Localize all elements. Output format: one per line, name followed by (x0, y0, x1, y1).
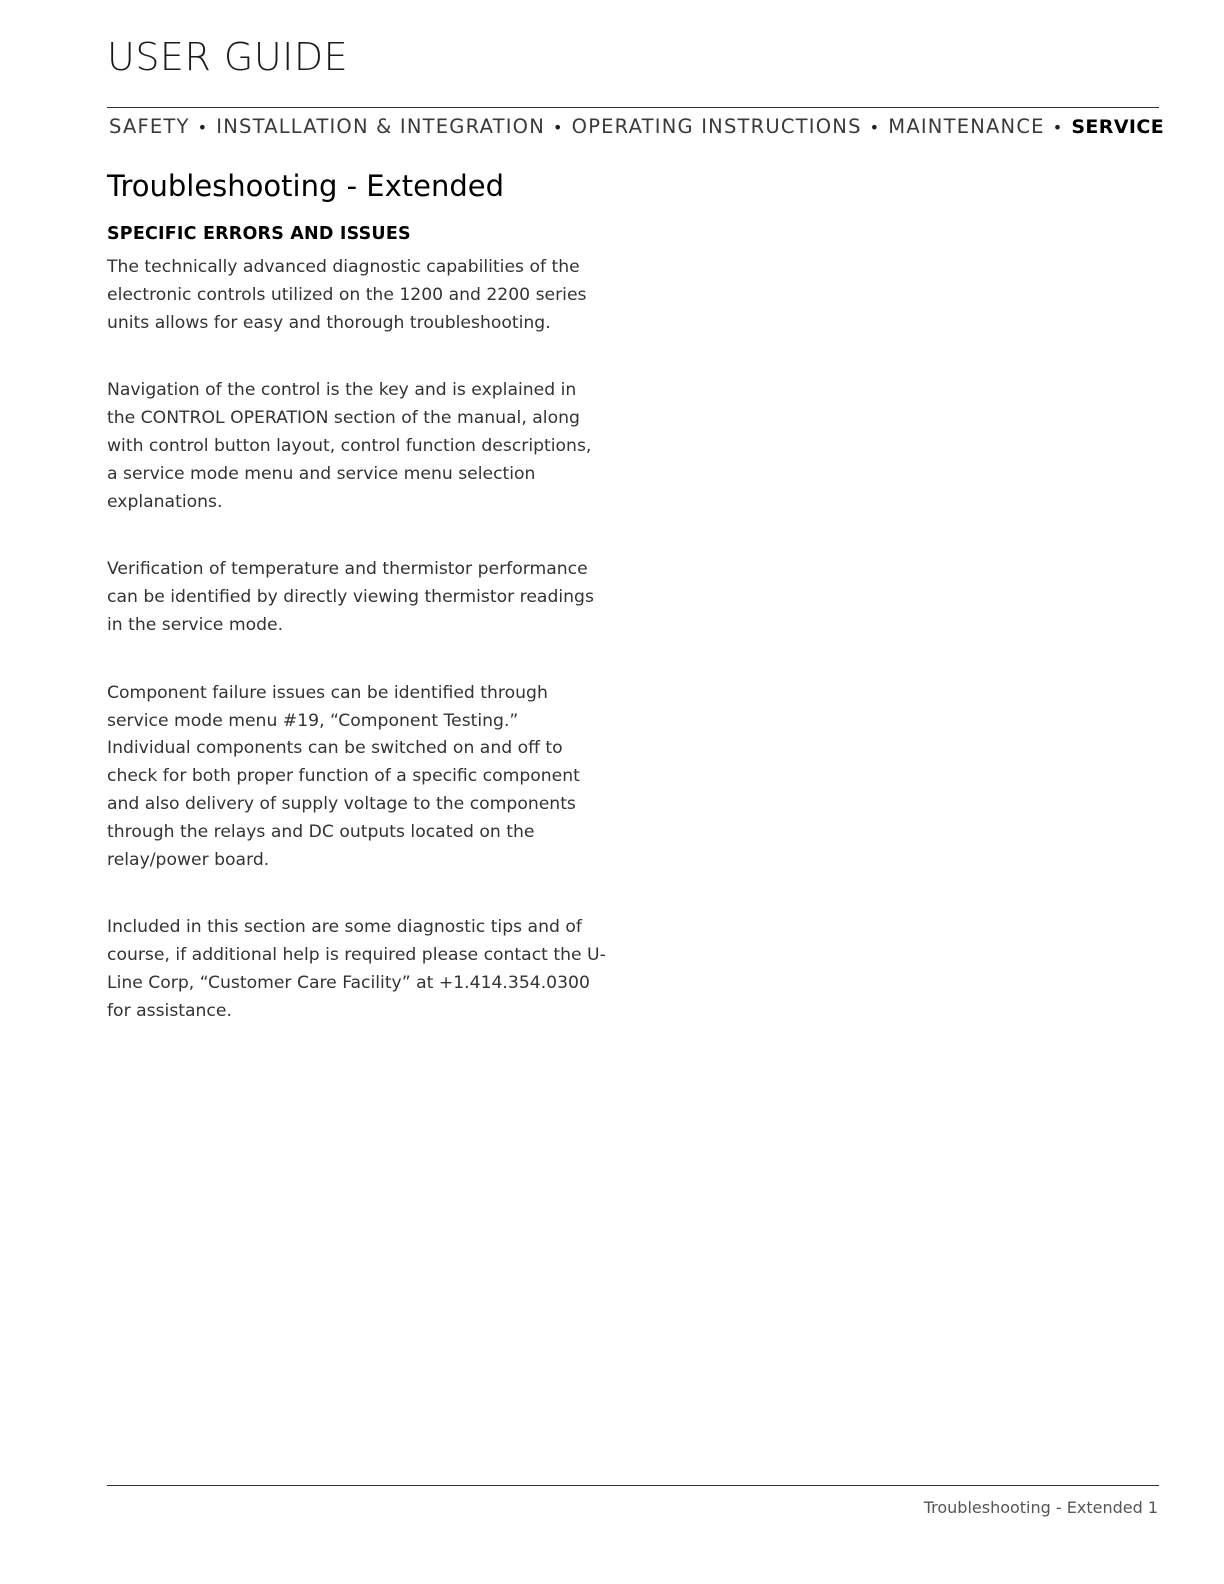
section-nav (109, 114, 1164, 141)
nav-item-service-active: SERVICE (1071, 116, 1165, 138)
paragraph-intro: The technically advanced diagnostic capabilities of the electronic controls utilized on the 1200 and 2200 series units allows for easy and thorough troubleshooting. (107, 257, 587, 333)
paragraph-verification: Verification of temperature and thermistor performance can be identified by directly viewing thermistor readings in the service mode. (107, 559, 594, 635)
footer-divider (107, 1485, 1159, 1486)
paragraph-contact: Included in this section are some diagnostic tips and of course, if additional help is required please contact the U-Line Corp, “Customer Care Facility” at +1.414.354.0300 for assistance. (107, 917, 606, 1021)
paragraph-component-failure: Component failure issues can be identified through service mode menu #19, “Component Testing.” Individual components can be switched on and off to check for both proper function of a specific component and also delivery of supply voltage to the components through the relays and DC outputs located on the relay/power board. (107, 682, 580, 870)
nav-item-installation: INSTALLATION & INTEGRATION (216, 115, 545, 138)
nav-separator: • (869, 118, 881, 137)
nav-item-operating-instructions: OPERATING INSTRUCTIONS (571, 115, 862, 138)
nav-separator: • (553, 118, 564, 137)
nav-separator: • (1052, 118, 1064, 137)
nav-item-safety: SAFETY (109, 115, 190, 138)
nav-item-maintenance: MAINTENANCE (888, 115, 1045, 138)
document-title: USER GUIDE (107, 35, 349, 79)
page-title: Troubleshooting - Extended (107, 169, 504, 203)
section-heading: SPECIFIC ERRORS AND ISSUES (107, 224, 411, 244)
nav-separator: • (197, 118, 209, 137)
header-divider (107, 107, 1159, 108)
body-text (107, 254, 607, 1066)
paragraph-navigation: Navigation of the control is the key and is explained in the CONTROL OPERATION section of the manual, along with control button layout, control function descriptions, a service mode menu and service menu selection explanations. (107, 380, 592, 512)
page-footer-label: Troubleshooting - Extended 1 (923, 1498, 1158, 1517)
